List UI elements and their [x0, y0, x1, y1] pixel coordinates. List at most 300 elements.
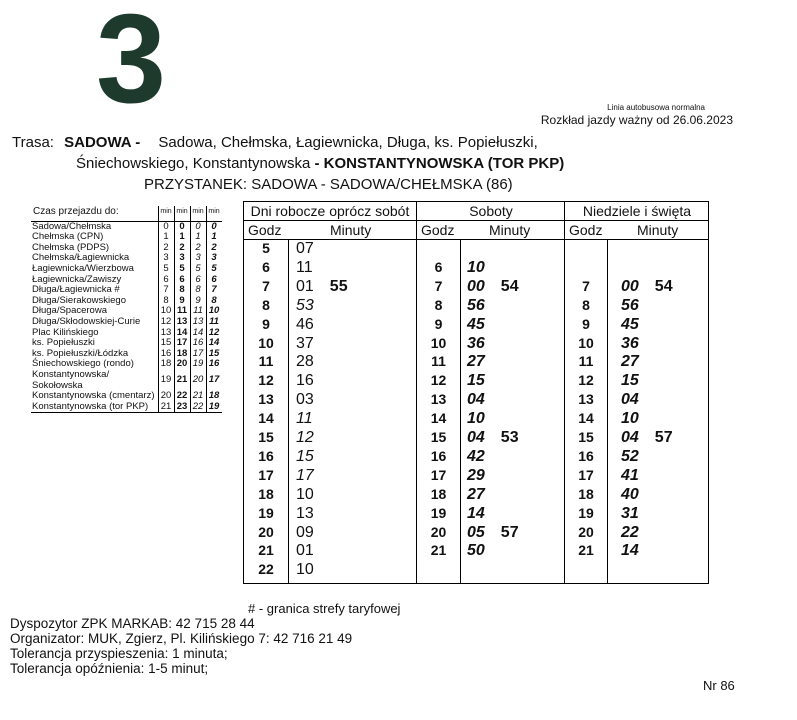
travel-minutes: 3 [174, 253, 190, 264]
hour-cell: 9 [582, 315, 590, 332]
departure-minute: 28 [296, 353, 314, 371]
travel-minutes: 11 [190, 306, 206, 317]
departure-row [417, 523, 565, 542]
departure-row [565, 428, 709, 447]
minutes-cell [621, 371, 655, 390]
minutes-cell [621, 390, 655, 409]
weekday-subheader [244, 221, 416, 240]
departure-minute: 04 [621, 429, 639, 446]
travel-minutes: 13 [190, 317, 206, 328]
travel-minutes: 9 [190, 296, 206, 307]
departure-minute: 01 [296, 277, 314, 295]
departure-minute: 10 [621, 410, 639, 428]
departure-minute: 10 [296, 561, 314, 579]
departure-minute: 46 [296, 315, 314, 333]
min-header: min [174, 206, 190, 221]
travel-minutes: 1 [174, 232, 190, 243]
minutes-label: Minuty [489, 222, 531, 238]
minutes-cell [296, 334, 330, 353]
saturday-subheader [417, 221, 565, 240]
tariff-zone-footnote: # - granica strefy taryfowej [248, 601, 401, 616]
departure-minute: 45 [467, 315, 485, 333]
hour-cell: 8 [434, 296, 443, 313]
departure-minute: 01 [296, 542, 314, 560]
departure-row [244, 409, 416, 428]
departure-row [565, 371, 709, 390]
departure-minute: 54 [500, 277, 519, 295]
departure-row [244, 447, 416, 466]
route-number: 3 [96, 0, 167, 129]
minutes-cell [621, 277, 689, 296]
departure-minute: 53 [296, 296, 314, 314]
hour-cell: 10 [430, 334, 447, 351]
departure-row [244, 390, 416, 409]
departure-row [244, 485, 416, 504]
minutes-cell [621, 447, 655, 466]
departure-row [565, 334, 709, 353]
minutes-cell [296, 485, 330, 504]
minutes-cell [467, 541, 501, 560]
departure-minute: 55 [329, 277, 348, 295]
travel-minutes: 1 [206, 232, 222, 243]
early-tolerance: Tolerancja przyspieszenia: 1 minuta; [10, 646, 228, 661]
departure-row [244, 277, 416, 296]
stop-name: Długa/Spacerowa [32, 305, 107, 317]
stop-name: Chełmska (CPN) [32, 231, 104, 243]
route-via-2: Śniechowskiego, Konstantynowska [76, 155, 311, 172]
travel-time-table [31, 206, 222, 413]
sunday-title: Niedziele i święta [565, 202, 709, 221]
departure-minute: 56 [467, 296, 485, 314]
minutes-cell [296, 541, 330, 560]
hour-cell: 15 [258, 429, 274, 445]
departure-minute: 10 [296, 485, 314, 503]
hour-cell: 12 [430, 372, 447, 389]
hour-cell: 14 [430, 410, 447, 427]
travel-minutes: 0 [174, 221, 190, 232]
hour-cell: 12 [578, 372, 594, 389]
hour-cell: 20 [578, 523, 594, 540]
weekday-column [244, 202, 416, 583]
minutes-cell [467, 466, 501, 485]
travel-minutes: 11 [206, 317, 222, 328]
travel-minutes: 20 [158, 391, 174, 402]
travel-minutes: 16 [206, 359, 222, 370]
hour-cell: 16 [578, 447, 594, 464]
minutes-cell [467, 504, 501, 523]
departure-minute: 05 [467, 523, 485, 541]
travel-minutes: 21 [190, 391, 206, 402]
minutes-cell [621, 334, 655, 353]
minutes-cell [467, 409, 501, 428]
stop-name: Chełmska (PDPS) [32, 241, 110, 253]
departure-row [244, 371, 416, 390]
departure-minute: 22 [621, 523, 639, 541]
minutes-cell [467, 428, 535, 447]
hour-cell: 17 [430, 466, 447, 483]
minutes-cell [467, 258, 501, 277]
departure-minute: 40 [621, 485, 639, 503]
minutes-cell [467, 296, 501, 315]
minutes-cell [296, 504, 330, 523]
departure-row [565, 277, 709, 296]
departure-minute: 36 [621, 334, 639, 352]
departure-row [244, 560, 416, 579]
departure-row [417, 485, 565, 504]
departure-minute: 04 [467, 429, 485, 446]
departure-row [244, 428, 416, 447]
travel-minutes: 6 [158, 275, 174, 286]
route-via-1: Sadowa, Chełmska, Łagiewnicka, Długa, ks. Popiełuszki, [158, 134, 538, 151]
travel-minutes: 8 [190, 285, 206, 296]
travel-minutes: 14 [174, 328, 190, 339]
minutes-cell [621, 296, 655, 315]
travel-minutes: 12 [158, 317, 174, 328]
travel-time-row [31, 370, 222, 391]
departure-row [565, 296, 709, 315]
minutes-cell [296, 296, 330, 315]
hour-cell: 18 [430, 485, 447, 502]
departure-minute: 31 [621, 504, 639, 522]
stop-name: ks. Popiełuszki [32, 337, 95, 349]
travel-minutes: 12 [206, 328, 222, 339]
stop-name: Konstantynowska/ Sokołowska [32, 368, 110, 391]
minutes-cell [296, 390, 330, 409]
travel-minutes: 20 [174, 359, 190, 370]
departure-minute: 00 [467, 277, 485, 295]
travel-minutes: 0 [206, 221, 222, 232]
departure-row [244, 258, 416, 277]
travel-minutes: 6 [174, 275, 190, 286]
departure-row [565, 504, 709, 523]
organizer-info: Organizator: MUK, Zgierz, Pl. Kilińskiego 7: 42 716 21 49 [10, 631, 353, 646]
hour-cell: 8 [262, 296, 270, 313]
departure-minute: 07 [296, 240, 314, 257]
minutes-label: Minuty [330, 222, 372, 238]
travel-minutes: 17 [190, 349, 206, 360]
hour-cell: 7 [582, 277, 590, 294]
travel-minutes: 0 [190, 221, 206, 232]
hour-cell: 7 [434, 277, 443, 294]
departure-minute: 27 [467, 485, 485, 503]
hour-cell: 20 [258, 523, 274, 540]
minutes-cell [296, 409, 329, 428]
departure-minute: 12 [296, 429, 314, 446]
travel-minutes: 5 [174, 264, 190, 275]
departure-row [244, 541, 416, 560]
stop-name: Długa/Sierakowskiego [32, 294, 126, 306]
minutes-cell [621, 466, 655, 485]
departure-minute: 09 [296, 523, 314, 541]
departure-row [417, 315, 565, 334]
departure-minute: 41 [621, 466, 639, 484]
hour-cell: 19 [578, 504, 594, 521]
hour-cell: 13 [258, 391, 274, 408]
minutes-cell [467, 315, 501, 334]
departure-minute: 42 [467, 447, 485, 465]
minutes-cell [296, 315, 330, 334]
travel-minutes: 19 [190, 359, 206, 370]
travel-minutes: 19 [206, 402, 222, 413]
travel-minutes: 18 [206, 391, 222, 402]
departure-minute: 15 [621, 372, 639, 390]
travel-minutes: 21 [158, 402, 174, 413]
departure-minute: 03 [296, 391, 314, 409]
page-number: Nr 86 [703, 678, 735, 693]
stop-name: Śniechowskiego (rondo) [32, 358, 134, 370]
minutes-cell [621, 504, 655, 523]
hour-cell: 9 [262, 315, 270, 332]
minutes-cell [296, 258, 329, 277]
weekday-title: Dni robocze oprócz sobót [244, 202, 416, 221]
saturday-title: Soboty [417, 202, 565, 221]
departure-row [417, 409, 565, 428]
travel-minutes: 22 [190, 402, 206, 413]
departure-grid [243, 201, 709, 584]
stop-name: Chełmska/Łagiewnicka [32, 252, 130, 264]
minutes-cell [296, 428, 330, 447]
travel-minutes: 18 [158, 359, 174, 370]
hour-cell: 13 [430, 391, 447, 408]
departure-row [417, 352, 565, 371]
departure-row [244, 239, 416, 258]
travel-minutes: 3 [158, 253, 174, 264]
minutes-cell [621, 315, 655, 334]
minutes-cell [467, 523, 535, 542]
departure-minute: 13 [296, 504, 314, 522]
travel-minutes: 13 [158, 328, 174, 339]
minutes-cell [467, 352, 501, 371]
travel-minutes: 16 [190, 338, 206, 349]
travel-time-row [31, 264, 222, 275]
hour-cell: 19 [430, 504, 447, 521]
travel-minutes: 8 [206, 296, 222, 307]
minutes-cell [296, 447, 330, 466]
travel-minutes: 14 [190, 328, 206, 339]
minutes-cell [296, 523, 330, 542]
departure-minute: 10 [467, 258, 485, 276]
minutes-cell [296, 352, 330, 371]
travel-minutes: 2 [174, 243, 190, 254]
minutes-cell [467, 334, 501, 353]
hour-cell: 13 [578, 391, 594, 408]
minutes-cell [467, 277, 535, 296]
departure-minute: 11 [296, 258, 313, 276]
hour-cell: 6 [434, 258, 443, 275]
travel-minutes: 8 [158, 296, 174, 307]
travel-minutes: 19 [158, 370, 174, 391]
departure-minute: 27 [621, 353, 639, 371]
dispatcher-phone: Dyspozytor ZPK MARKAB: 42 715 28 44 [10, 616, 255, 631]
hour-cell: 21 [258, 542, 274, 559]
travel-minutes: 8 [174, 285, 190, 296]
departure-row [244, 523, 416, 542]
travel-minutes: 17 [206, 370, 222, 391]
hour-cell: 17 [258, 466, 274, 483]
minutes-cell [296, 239, 330, 258]
stop-name: Sadowa/Chełmska [32, 220, 112, 232]
minutes-cell [467, 485, 501, 504]
departure-minute: 14 [621, 542, 639, 560]
travel-minutes: 18 [174, 349, 190, 360]
min-header: min [206, 206, 222, 221]
departure-row [417, 296, 565, 315]
departure-row [244, 352, 416, 371]
departure-row [417, 466, 565, 485]
departure-row [417, 447, 565, 466]
departure-minute: 52 [621, 447, 639, 465]
travel-minutes: 5 [158, 264, 174, 275]
hour-cell: 15 [578, 429, 594, 445]
travel-time-row [31, 317, 222, 328]
departure-row [565, 447, 709, 466]
departure-row [244, 504, 416, 523]
departure-minute: 11 [296, 410, 313, 428]
departure-row [417, 371, 565, 390]
hour-cell: 6 [262, 258, 270, 275]
hour-cell: 5 [262, 240, 270, 256]
stop-name: Łagiewnicka/Wierzbowa [32, 262, 134, 274]
hour-cell: 21 [578, 542, 594, 559]
departure-row [565, 390, 709, 409]
travel-minutes: 3 [206, 253, 222, 264]
departure-minute: 27 [467, 353, 485, 371]
hour-cell: 16 [430, 447, 447, 464]
hour-cell: 20 [430, 523, 447, 540]
saturday-column [416, 202, 565, 583]
stop-name: Plac Kilińskiego [32, 326, 99, 338]
departure-minute: 45 [621, 315, 639, 333]
minutes-cell [621, 409, 655, 428]
departure-row [244, 334, 416, 353]
departure-row [244, 296, 416, 315]
departure-minute: 36 [467, 334, 485, 352]
travel-minutes: 6 [206, 275, 222, 286]
hour-cell: 17 [578, 466, 594, 483]
travel-minutes: 5 [206, 264, 222, 275]
hour-label: Godz [421, 222, 455, 238]
route-from: SADOWA - [64, 134, 141, 151]
hour-cell: 16 [258, 447, 274, 464]
hour-cell: 7 [262, 277, 270, 294]
minutes-cell [467, 447, 501, 466]
hour-cell: 10 [578, 334, 594, 351]
departure-minute: 56 [621, 296, 639, 314]
departure-row [417, 504, 565, 523]
departure-row [244, 466, 416, 485]
travel-minutes: 5 [190, 264, 206, 275]
departure-row [565, 541, 709, 560]
stop-name: Konstantynowska (cmentarz) [32, 390, 155, 402]
departure-row [417, 541, 565, 560]
route-line-1 [12, 134, 702, 151]
minutes-cell [621, 428, 689, 447]
travel-minutes: 6 [190, 275, 206, 286]
departure-minute: 53 [500, 429, 519, 446]
travel-minutes: 2 [158, 243, 174, 254]
stop-name: Długa/Łagiewnicka # [32, 284, 120, 296]
departure-row [565, 315, 709, 334]
departure-minute: 15 [467, 372, 485, 390]
travel-minutes: 9 [174, 296, 190, 307]
late-tolerance: Tolerancja opóźnienia: 1-5 minut; [10, 661, 209, 676]
travel-minutes: 13 [174, 317, 190, 328]
travel-minutes: 10 [158, 306, 174, 317]
departure-minute: 04 [467, 391, 485, 409]
departure-row [417, 390, 565, 409]
departure-row [565, 523, 709, 542]
travel-minutes: 11 [174, 306, 190, 317]
departure-minute: 37 [296, 334, 314, 352]
stop-name: Konstantynowska (tor PKP) [31, 402, 158, 413]
hour-cell: 11 [578, 353, 594, 370]
min-header: min [158, 206, 174, 221]
minutes-cell [621, 523, 655, 542]
minutes-cell [296, 277, 364, 296]
departure-row [417, 428, 565, 447]
travel-minutes: 3 [190, 253, 206, 264]
travel-minutes: 17 [174, 338, 190, 349]
travel-minutes: 20 [190, 370, 206, 391]
line-type: Linia autobusowa normalna [607, 103, 705, 112]
minutes-cell [621, 352, 655, 371]
hour-cell: 10 [258, 334, 274, 351]
travel-minutes: 2 [190, 243, 206, 254]
departure-minute: 04 [621, 391, 639, 409]
hour-cell: 12 [258, 372, 274, 389]
route-label: Trasa: [12, 134, 54, 151]
travel-minutes: 16 [158, 349, 174, 360]
stop-name: ks. Popiełuszki/Łódzka [32, 347, 129, 359]
stop-name: Długa/Skłodowskiej-Curie [32, 315, 141, 327]
travel-minutes: 14 [206, 338, 222, 349]
hour-cell: 22 [258, 561, 274, 578]
departure-minute: 14 [467, 504, 485, 522]
departure-minute: 00 [621, 277, 639, 295]
hour-cell: 11 [258, 353, 274, 370]
departure-row [565, 352, 709, 371]
hour-cell: 21 [430, 542, 447, 559]
travel-minutes: 0 [158, 221, 174, 232]
departure-row [565, 409, 709, 428]
hour-label: Godz [248, 222, 282, 238]
minutes-cell [296, 466, 330, 485]
departure-row [417, 258, 565, 277]
minutes-cell [296, 560, 330, 579]
stop-header: PRZYSTANEK: SADOWA - SADOWA/CHEŁMSKA (86) [144, 176, 513, 193]
minutes-cell [621, 485, 655, 504]
travel-minutes: 15 [158, 338, 174, 349]
departure-minute: 50 [467, 542, 485, 560]
departure-minute: 16 [296, 372, 314, 390]
minutes-cell [467, 371, 501, 390]
hour-label: Godz [569, 222, 603, 238]
departure-row [565, 466, 709, 485]
travel-minutes: 15 [206, 349, 222, 360]
route-line-2 [76, 155, 564, 172]
departure-minute: 15 [296, 447, 314, 465]
hour-cell: 18 [578, 485, 594, 502]
travel-minutes: 7 [158, 285, 174, 296]
departure-row [244, 315, 416, 334]
stop-name: Łagiewnicka/Zawiszy [32, 273, 122, 285]
departure-minute: 57 [500, 523, 519, 541]
travel-time-row [31, 402, 222, 413]
departure-minute: 17 [296, 466, 314, 484]
departure-row [417, 277, 565, 296]
travel-minutes: 22 [174, 391, 190, 402]
departure-minute: 10 [467, 410, 485, 428]
